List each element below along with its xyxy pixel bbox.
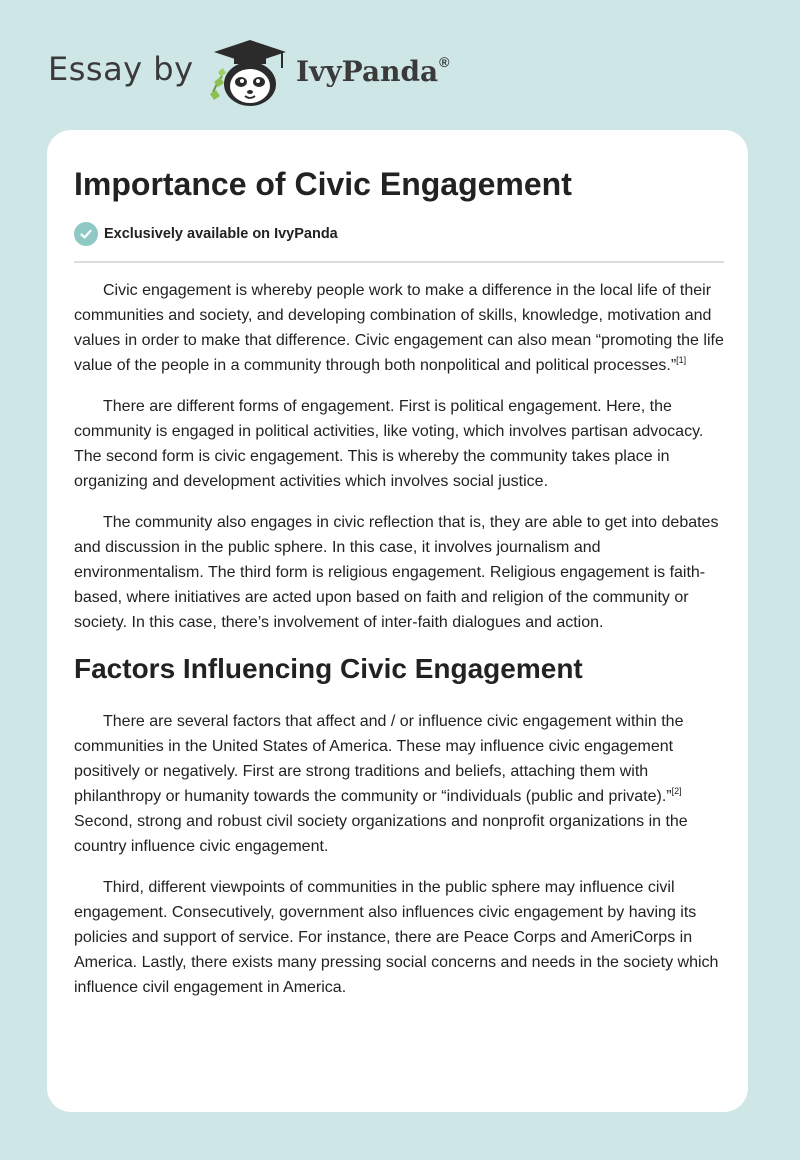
divider	[74, 261, 724, 263]
brand-name[interactable]: IvyPanda®	[296, 54, 450, 88]
paragraph: There are several factors that affect and / or influence civic engagement within the communities in the United States of America. These may influence civic engagement positively or negatively. First are strong traditions and beliefs, attaching them with philanthropy or humanity towards the community or “individuals (public and private).”[2] Second, strong and robust civil society organizations and nonprofit organizations in the country influence civic engagement.	[74, 713, 688, 855]
ivy-leaf-icon	[210, 68, 226, 100]
brand-prefix: Essay by	[48, 50, 194, 88]
registered-mark: ®	[439, 54, 450, 70]
checkmark-circle-icon	[74, 222, 98, 246]
badge-label: Exclusively available on IvyPanda	[104, 226, 338, 242]
footnote-ref[interactable]: [1]	[676, 355, 687, 365]
paragraph: The community also engages in civic reflection that is, they are able to get into debates and discussion in the public sphere. In this case, it involves journalism and environmentalism. The third form is religious engagement. Religious engagement is faith-based, where initiatives are acted upon based on faith and religion of the community or society. In this case, there’s involvement of inter-faith dialogues and action.	[74, 514, 719, 631]
section-heading: Factors Influencing Civic Engagement	[74, 653, 583, 684]
page-title: Importance of Civic Engagement	[74, 166, 572, 202]
exclusive-badge	[74, 222, 338, 246]
site-header	[0, 0, 800, 130]
paragraph: Third, different viewpoints of communities in the public sphere may influence civil engagement. Consecutively, government also influences civic engagement by having its policies and support of service. For instance, there are Peace Corps and AmeriCorps in America. Lastly, there exists many pressing social concerns and needs in the society which influence civil engagement in America.	[74, 879, 719, 996]
paragraph: Civic engagement is whereby people work to make a difference in the local life of their communities and society, and developing combination of skills, knowledge, motivation and values in order to make that difference. Civic engagement can also mean “promoting the life value of the people in a community through both nonpolitical and political processes.”[1]	[74, 282, 724, 374]
essay-card	[47, 130, 748, 1112]
footnote-ref[interactable]: [2]	[671, 786, 682, 796]
paragraph: There are different forms of engagement. First is political engagement. Here, the community is engaged in political activities, like voting, which involves partisan advocacy. The second form is civic engagement. This is whereby the community takes place in organizing and development activities which involves social justice.	[74, 398, 704, 490]
panda-logo-icon[interactable]	[200, 36, 296, 110]
article-body	[74, 278, 724, 1016]
